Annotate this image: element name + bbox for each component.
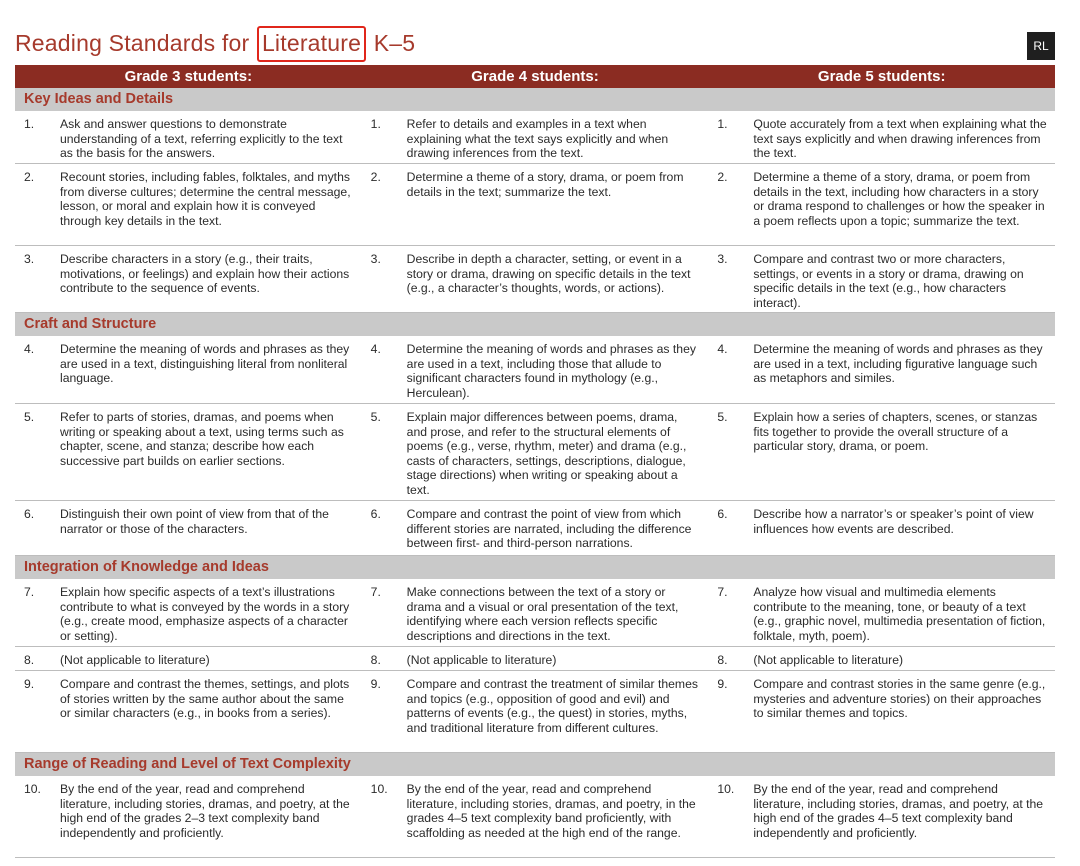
standard-text: By the end of the year, read and comprehend literature, including stories, dramas, and poetry, at the high end of the grades 4–5 text complexity band independently and proficiently.: [753, 782, 1044, 840]
standard-number: 1.: [24, 117, 35, 131]
standard-text: (Not applicable to literature): [753, 653, 904, 667]
grade-5-cell: [708, 164, 1055, 245]
standard-number: 10.: [370, 782, 388, 796]
table-row: [15, 671, 1055, 753]
grade-5-cell: [708, 647, 1055, 670]
standard-number: 9.: [24, 677, 35, 691]
standard-text: Determine the meaning of words and phrases as they are used in a text, including figurative language such as metaphors and similes.: [753, 342, 1043, 386]
grade-3-cell: [15, 164, 362, 245]
page-title: [15, 26, 415, 62]
grade-4-cell: [362, 579, 709, 646]
standard-text: Analyze how visual and multimedia elements contribute to the meaning, tone, or beauty of a text (e.g., graphic novel, multimedia presentation of fiction, folktale, myth, poem).: [753, 585, 1046, 643]
grade-5-cell: [708, 336, 1055, 403]
standard-text: Compare and contrast two or more characters, settings, or events in a story or drama, drawing on specific details in the text (e.g., how characters interact).: [753, 252, 1024, 310]
standard-number: 9.: [717, 677, 728, 691]
standard-text: Explain how a series of chapters, scenes, or stanzas fits together to provide the overall structure of a particular story, drama, or poem.: [753, 410, 1038, 454]
section-range-of-reading: Range of Reading and Level of Text Complexity: [15, 753, 1055, 776]
standard-number: 8.: [370, 653, 381, 667]
table-row: [15, 501, 1055, 556]
standard-text: Explain how specific aspects of a text’s illustrations contribute to what is conveyed by the words in a story (e.g., create mood, emphasize aspects of a character or setting).: [60, 585, 350, 643]
title-bar: [15, 22, 1065, 62]
standard-text: Compare and contrast the point of view from which different stories are narrated, including the difference between first- and third-person narrations.: [406, 507, 692, 551]
standard-number: 7.: [717, 585, 728, 599]
standard-number: 6.: [717, 507, 728, 521]
standard-text: Determine the meaning of words and phrases as they are used in a text, distinguishing literal from nonliteral language.: [60, 342, 350, 386]
grade-3-cell: [15, 501, 362, 555]
grade-5-cell: [708, 671, 1055, 752]
standard-text: (Not applicable to literature): [406, 653, 557, 667]
grade-4-cell: [362, 336, 709, 403]
grade-5-cell: [708, 111, 1055, 163]
standard-number: 8.: [717, 653, 728, 667]
standard-text: Compare and contrast stories in the same genre (e.g., mysteries and adventure stories) on their approaches to similar themes and topics.: [753, 677, 1046, 721]
table-row: [15, 776, 1055, 858]
grade-3-cell: [15, 579, 362, 646]
standard-text: Make connections between the text of a story or drama and a visual or oral presentation of the text, identifying where each version reflects specific descriptions and directions in the text.: [406, 585, 679, 643]
standard-number: 1.: [370, 117, 381, 131]
grade-5-cell: [708, 579, 1055, 646]
grade-4-header: Grade 4 students:: [471, 68, 599, 85]
standard-number: 3.: [370, 252, 381, 266]
standard-number: 5.: [24, 410, 35, 424]
grade-4-cell: [362, 501, 709, 555]
grade-3-cell: [15, 647, 362, 670]
standard-number: 2.: [717, 170, 728, 184]
section-craft-structure: Craft and Structure: [15, 313, 1055, 336]
standard-number: 6.: [24, 507, 35, 521]
standard-text: Refer to details and examples in a text when explaining what the text says explicitly and when drawing inferences from the text.: [406, 117, 669, 161]
grade-5-cell: [708, 246, 1055, 312]
standard-text: (Not applicable to literature): [60, 653, 210, 667]
table-row: [15, 111, 1055, 164]
title-suffix: K–5: [367, 30, 416, 56]
standard-number: 5.: [370, 410, 381, 424]
standard-number: 2.: [24, 170, 35, 184]
standard-text: Determine a theme of a story, drama, or poem from details in the text, including how characters in a story or drama respond to challenges or how the speaker in a poem reflects upon a topic; summarize the text.: [753, 170, 1045, 228]
standard-text: Describe how a narrator’s or speaker’s point of view influences how events are described.: [753, 507, 1034, 536]
standard-number: 3.: [24, 252, 35, 266]
standard-number: 2.: [370, 170, 381, 184]
standard-text: Explain major differences between poems, drama, and prose, and refer to the structural elements of poems (e.g., verse, rhythm, meter) and drama (e.g., casts of characters, settings, descriptions, dialogue, stage directions) when writing or speaking about a text.: [406, 410, 687, 497]
standard-number: 9.: [370, 677, 381, 691]
grade-3-cell: [15, 111, 362, 163]
standard-number: 10.: [717, 782, 735, 796]
grade-5-header: Grade 5 students:: [817, 68, 946, 85]
table-row: [15, 164, 1055, 246]
grade-3-cell: [15, 776, 362, 857]
highlighted-title-word: Literature: [257, 26, 366, 62]
table-row: [15, 246, 1055, 313]
grade-4-cell: [362, 647, 709, 670]
section-integration: Integration of Knowledge and Ideas: [15, 556, 1055, 579]
standard-text: Determine the meaning of words and phrases as they are used in a text, including those that allude to significant characters found in mythology (e.g., Herculean).: [406, 342, 696, 400]
grade-4-cell: [362, 404, 709, 500]
table-row: [15, 404, 1055, 501]
standard-number: 10.: [24, 782, 41, 796]
standard-number: 6.: [370, 507, 381, 521]
rl-badge: RL: [1027, 32, 1055, 60]
standard-number: 4.: [370, 342, 381, 356]
standard-text: Determine a theme of a story, drama, or poem from details in the text; summarize the text.: [406, 170, 684, 199]
table-row: [15, 336, 1055, 404]
grade-4-cell: [362, 164, 709, 245]
standard-number: 4.: [24, 342, 35, 356]
standard-number: 4.: [717, 342, 728, 356]
standard-text: By the end of the year, read and comprehend literature, including stories, dramas, and poetry, in the grades 4–5 text complexity band proficiently, with scaffolding as needed at the high end of the range.: [406, 782, 696, 840]
standard-text: Distinguish their own point of view from that of the narrator or those of the characters.: [60, 507, 329, 536]
grade-header-row: [15, 65, 1055, 88]
grade-4-cell: [362, 776, 709, 857]
standard-number: 1.: [717, 117, 728, 131]
grade-5-cell: [708, 404, 1055, 500]
standard-text: Compare and contrast the themes, settings, and plots of stories written by the same author about the same or similar characters (e.g., in books from a series).: [60, 677, 350, 721]
standard-text: By the end of the year, read and comprehend literature, including stories, dramas, and poetry, at the high end of the grades 2–3 text complexity band independently and proficiently.: [60, 782, 350, 840]
grade-3-cell: [15, 404, 362, 500]
grade-3-header: Grade 3 students:: [124, 68, 253, 85]
standard-text: Compare and contrast the treatment of similar themes and topics (e.g., opposition of good and evil) and patterns of events (e.g., the quest) in stories, myths, and traditional literature from different cultures.: [406, 677, 698, 735]
standard-text: Refer to parts of stories, dramas, and poems when writing or speaking about a text, using terms such as chapter, scene, and stanza; describe how each successive part builds on earlier sections.: [60, 410, 344, 468]
standard-number: 7.: [24, 585, 35, 599]
grade-3-cell: [15, 671, 362, 752]
standard-text: Ask and answer questions to demonstrate understanding of a text, referring explicitly to the text as the basis for the answers.: [60, 117, 343, 161]
table-row: [15, 579, 1055, 647]
grade-3-cell: [15, 336, 362, 403]
grade-4-cell: [362, 111, 709, 163]
standards-table: [15, 65, 1055, 858]
standard-text: Describe characters in a story (e.g., their traits, motivations, or feelings) and explain how their actions contribute to the sequence of events.: [60, 252, 350, 296]
standard-number: 5.: [717, 410, 728, 424]
grade-4-cell: [362, 671, 709, 752]
grade-4-cell: [362, 246, 709, 312]
standard-number: 3.: [717, 252, 728, 266]
standard-text: Recount stories, including fables, folktales, and myths from diverse cultures; determine the central message, lesson, or moral and explain how it is conveyed through key details in the text.: [60, 170, 351, 228]
standard-number: 7.: [370, 585, 381, 599]
standard-text: Describe in depth a character, setting, or event in a story or drama, drawing on specific details in the text (e.g., a character’s thoughts, words, or actions).: [406, 252, 691, 296]
grade-5-cell: [708, 501, 1055, 555]
grade-5-cell: [708, 776, 1055, 857]
table-row: [15, 647, 1055, 671]
grade-3-cell: [15, 246, 362, 312]
standard-number: 8.: [24, 653, 35, 667]
section-key-ideas: Key Ideas and Details: [15, 88, 1055, 111]
standard-text: Quote accurately from a text when explaining what the text says explicitly and when drawing inferences from the text.: [753, 117, 1047, 161]
title-prefix: Reading Standards for: [15, 30, 256, 56]
